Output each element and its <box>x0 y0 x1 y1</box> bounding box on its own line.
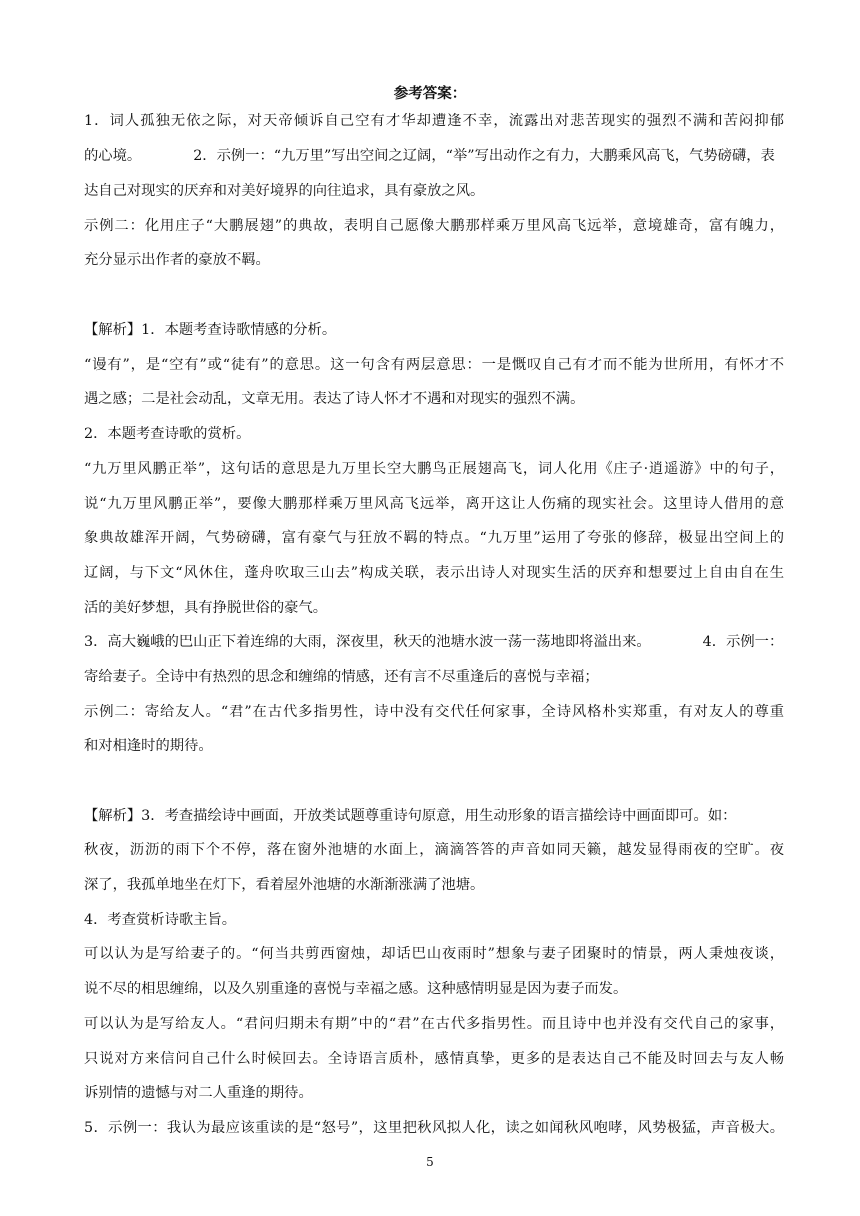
text-line: 辽阔，与下文“风休住，蓬舟吹取三山去”构成关联，表示出诗人对现实生活的厌弃和想要过上自由自在生 <box>84 565 784 581</box>
text-line: 充分显示出作者的豪放不羁。 <box>84 252 270 268</box>
text-line: 可以认为是写给友人。“君问归期未有期”中的“君”在古代多指男性。而且诗中也并没有交代自己的家事， <box>84 1016 784 1032</box>
page-title: 参考答案： <box>393 85 467 102</box>
text-line: “谩有”，是“空有”或“徒有”的意思。这一句含有两层意思：一是慨叹自己有才而不能为世所用，有怀才不 <box>84 357 784 373</box>
text-line: 的心境。 2．示例一：“九万里”写出空间之辽阔，“举”写出动作之有力，大鹏乘风高飞，气势磅礴，表 <box>84 148 775 164</box>
text-line: 【解析】3．考查描绘诗中画面，开放类试题尊重诗句原意，用生动形象的语言描绘诗中画面即可。如： <box>84 808 737 824</box>
text-line: 示例二：化用庄子“大鹏展翅”的典故，表明自己愿像大鹏那样乘万里风高飞远举，意境雄奇，富有魄力， <box>84 218 784 234</box>
text-line: 活的美好梦想，具有挣脱世俗的豪气。 <box>84 600 328 616</box>
text-line: 可以认为是写给妻子的。“何当共剪西窗烛，却话巴山夜雨时”想象与妻子团聚时的情景，两人秉烛夜谈， <box>84 946 784 962</box>
text-line: 寄给妻子。全诗中有热烈的思念和缠绵的情感，还有言不尽重逢后的喜悦与幸福； <box>84 669 599 685</box>
text-line: 和对相逢时的期待。 <box>84 738 213 754</box>
text-line: 象典故雄浑开阔，气势磅礴，富有豪气与狂放不羁的特点。“九万里”运用了夸张的修辞，极显出空间上的 <box>84 530 784 546</box>
text-line: 【解析】1．本题考查诗歌情感的分析。 <box>84 322 337 338</box>
text-line: 遇之感；二是社会动乱，文章无用。表达了诗人怀才不遇和对现实的强烈不满。 <box>84 391 585 407</box>
text-line: 深了，我孤单地坐在灯下，看着屋外池塘的水渐渐涨满了池塘。 <box>84 877 485 893</box>
text-line: 4．考查赏析诗歌主旨。 <box>84 912 237 928</box>
text-line: 秋夜，沥沥的雨下个不停，落在窗外池塘的水面上，滴滴答答的声音如同天籁，越发显得雨夜的空旷。夜 <box>84 842 784 858</box>
text-line: 1．词人孤独无依之际，对天帝倾诉自己空有才华却遭逢不幸，流露出对悲苦现实的强烈不满和苦闷抑郁 <box>84 113 784 129</box>
text-line: “九万里风鹏正举”，这句话的意思是九万里长空大鹏鸟正展翅高飞，词人化用《庄子·逍遥游》中的句子， <box>84 461 784 477</box>
text-line: 达自己对现实的厌弃和对美好境界的向往追求，具有豪放之风。 <box>84 183 485 199</box>
text-line: 说不尽的相思缠绵，以及久别重逢的喜悦与幸福之感。这种感情明显是因为妻子而发。 <box>84 981 628 997</box>
page-number: 5 <box>426 1155 434 1169</box>
text-line: 说“九万里风鹏正举”，要像大鹏那样乘万里风高飞远举，离开这让人伤痛的现实社会。这里诗人借用的意 <box>84 496 784 512</box>
text-line: 只说对方来信问自己什么时候回去。全诗语言质朴，感情真挚，更多的是表达自己不能及时回去与友人畅 <box>84 1051 784 1067</box>
text-line: 5．示例一：我认为最应该重读的是“怒号”，这里把秋风拟人化，读之如闻秋风咆哮，风势极猛，声音极大。 <box>84 1120 784 1136</box>
text-line: 示例二：寄给友人。“君”在古代多指男性，诗中没有交代任何家事，全诗风格朴实郑重，有对友人的尊重 <box>84 704 784 720</box>
text-line: 3．高大巍峨的巴山正下着连绵的大雨，深夜里，秋天的池塘水波一荡一荡地即将溢出来。 4．示例一： <box>84 634 784 650</box>
text-line: 诉别情的遗憾与对二人重逢的期待。 <box>84 1085 313 1101</box>
text-line: 2．本题考查诗歌的赏析。 <box>84 426 251 442</box>
